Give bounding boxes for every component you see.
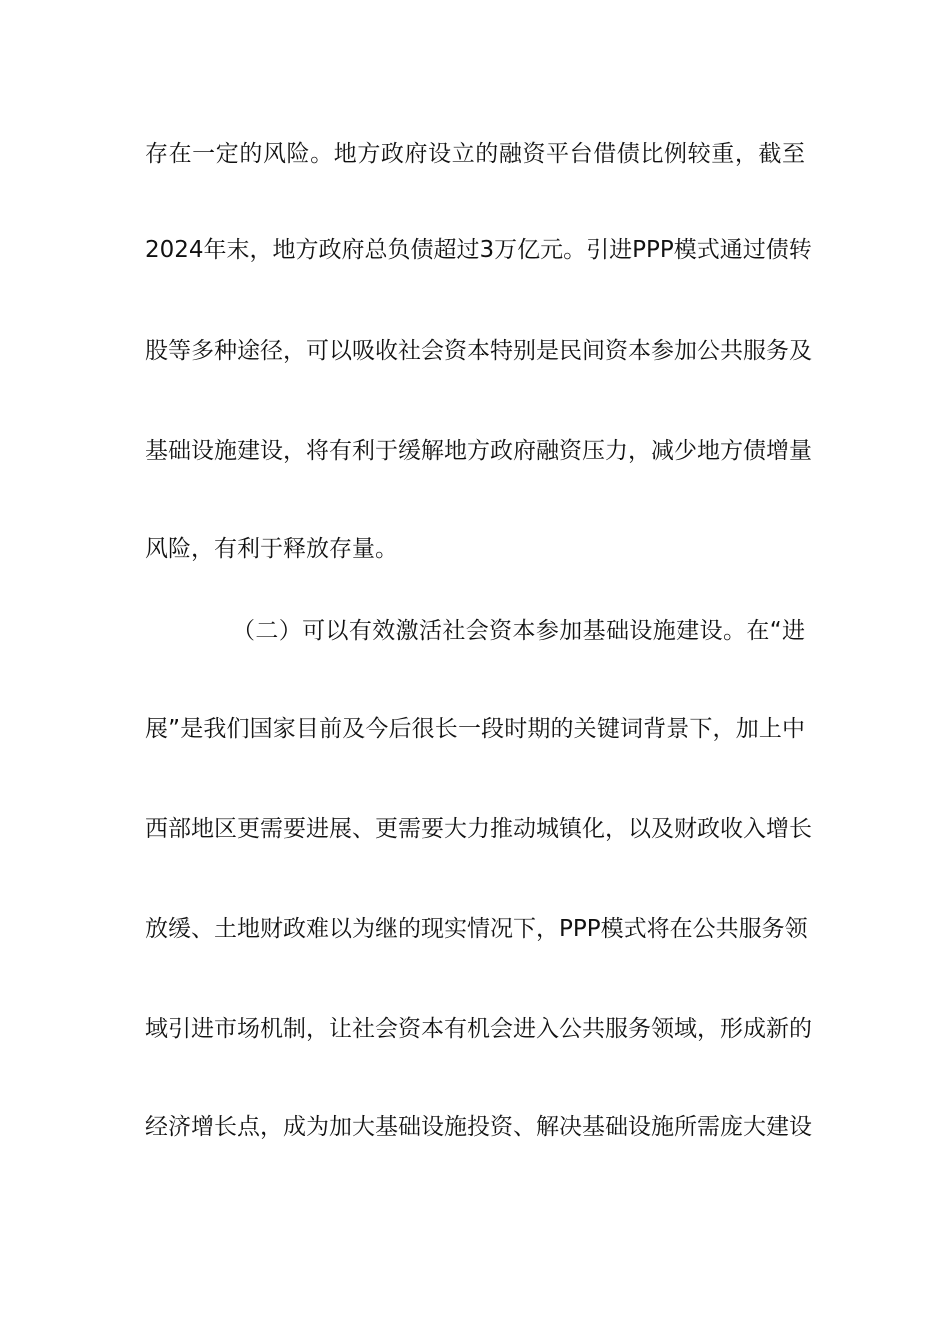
paragraph-line: 股等多种途径，可以吸收社会资本特别是民间资本参加公共服务及 [145, 338, 812, 364]
paragraph-line: 基础设施建设，将有利于缓解地方政府融资压力，减少地方债增量 [145, 438, 812, 464]
paragraph-line: 经济增长点，成为加大基础设施投资、解决基础设施所需庞大建设 [145, 1114, 812, 1140]
section-heading-line: （二）可以有效激活社会资本参加基础设施建设。在“进 [232, 618, 805, 644]
paragraph-line: 存在一定的风险。地方政府设立的融资平台借债比例较重，截至 [145, 141, 805, 167]
paragraph-line: 2024年末，地方政府总负债超过3万亿元。引进PPP模式通过债转 [145, 237, 812, 263]
paragraph-line: 放缓、土地财政难以为继的现实情况下，PPP模式将在公共服务领 [145, 916, 808, 942]
paragraph-line: 域引进市场机制，让社会资本有机会进入公共服务领域，形成新的 [145, 1016, 812, 1042]
paragraph-line: 展”是我们国家目前及今后很长一段时期的关键词背景下，加上中 [145, 716, 805, 742]
paragraph-line: 西部地区更需要进展、更需要大力推动城镇化，以及财政收入增长 [145, 816, 812, 842]
paragraph-line: 风险，有利于释放存量。 [145, 536, 398, 562]
